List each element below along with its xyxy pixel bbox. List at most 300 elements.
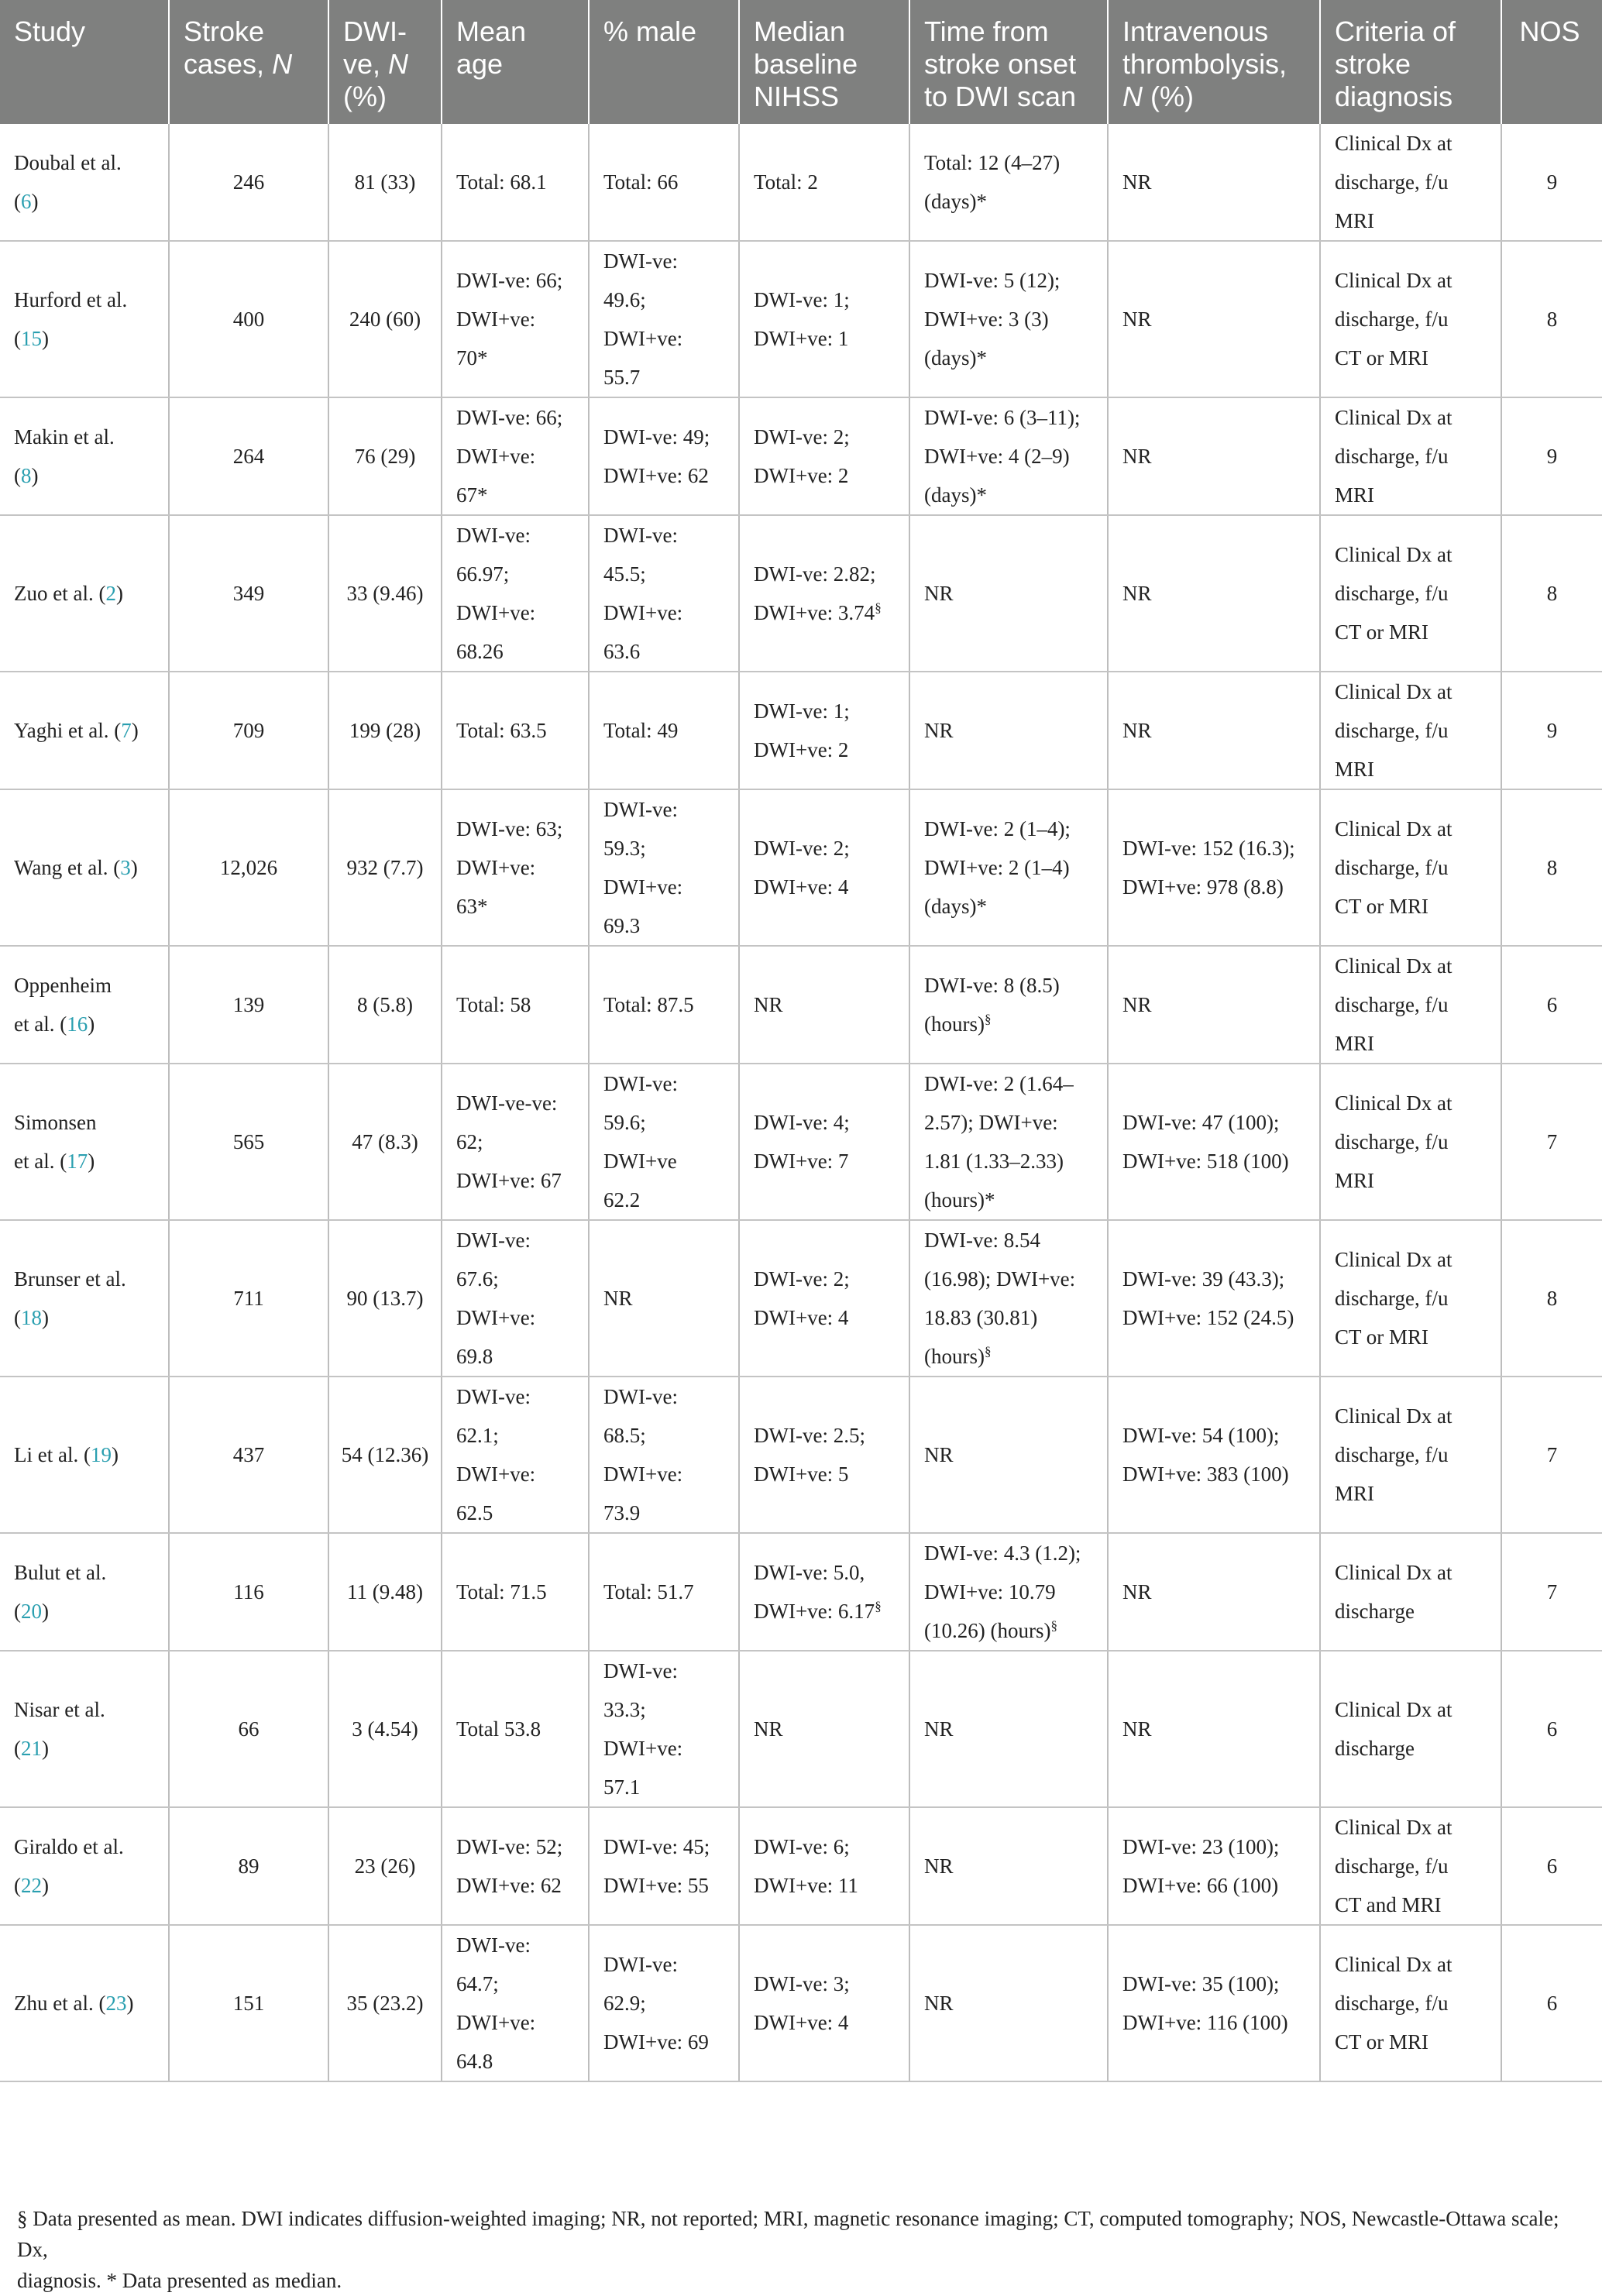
- pct-male-cell: [589, 1807, 739, 1925]
- time-onset-cell: [909, 1220, 1108, 1377]
- mean-age-line: DWI-ve-ve:: [456, 1091, 558, 1115]
- table-row: [0, 515, 1602, 672]
- stroke-cases-value: 139: [232, 993, 265, 1016]
- stroke-cases-cell: [169, 1377, 328, 1533]
- median-nihss-line: DWI-ve: 2.82;: [754, 562, 876, 586]
- reference-link[interactable]: 17: [67, 1150, 88, 1173]
- nos-value: 8: [1546, 1287, 1558, 1310]
- study-name: Giraldo et al.: [14, 1835, 124, 1858]
- stroke-cases-cell: [169, 1533, 328, 1651]
- ivt-cell: [1108, 672, 1320, 789]
- median-nihss-cell: [739, 1925, 909, 2081]
- study-cell: Bulut et al. (20): [0, 1533, 169, 1651]
- study-name: Li et al.: [14, 1443, 79, 1466]
- mean-age-cell: [442, 397, 589, 515]
- criteria-cell: [1320, 1220, 1501, 1377]
- median-nihss-line: DWI-ve: 2.5;: [754, 1424, 865, 1447]
- pct-male-line: DWI-ve:: [603, 1385, 678, 1408]
- table-footnote: [17, 2203, 1590, 2296]
- criteria-line: MRI: [1335, 1169, 1375, 1192]
- time-onset-cell: [909, 672, 1108, 789]
- mean-age-line: 62;: [456, 1130, 483, 1153]
- study-name-cont: et al.: [14, 1012, 55, 1036]
- time-onset-line: DWI-ve: 8 (8.5): [924, 974, 1060, 997]
- pct-male-line: NR: [603, 1287, 633, 1310]
- criteria-line: CT or MRI: [1335, 346, 1429, 369]
- ivt-cell: [1108, 124, 1320, 241]
- stroke-cases-value: 246: [232, 170, 265, 194]
- pct-male-line: DWI-ve:: [603, 524, 678, 547]
- criteria-cell: [1320, 789, 1501, 946]
- pct-male-line: 57.1: [603, 1775, 641, 1799]
- median-nihss-line: DWI+ve: 4: [754, 2011, 849, 2034]
- criteria-line: discharge, f/u: [1335, 1443, 1449, 1466]
- footnote-marker: §: [984, 1012, 992, 1026]
- criteria-line: Clinical Dx at: [1335, 680, 1452, 703]
- criteria-cell: [1320, 397, 1501, 515]
- study-name: Nisar et al.: [14, 1698, 105, 1721]
- mean-age-line: DWI+ve:: [456, 601, 536, 624]
- criteria-line: CT or MRI: [1335, 2030, 1429, 2054]
- footnote-line-1: § Data presented as mean. DWI indicates diffusion-weighted imaging; NR, not reported; MRI, magnetic resonance imaging; CT, computed tomography; NOS, Newcastle-Ottawa scale; Dx,: [17, 2207, 1559, 2261]
- ivt-line: DWI-ve: 54 (100);: [1122, 1424, 1280, 1447]
- table-row: [0, 1220, 1602, 1377]
- time-onset-line: NR: [924, 1717, 954, 1741]
- pct-male-line: 62.9;: [603, 1992, 646, 2015]
- criteria-line: CT or MRI: [1335, 895, 1429, 918]
- dwi-ve-value: 47 (8.3): [352, 1130, 418, 1153]
- dwi-ve-cell: [328, 397, 442, 515]
- ivt-line: NR: [1122, 308, 1152, 331]
- median-nihss-cell: [739, 1807, 909, 1925]
- study-cell: Yaghi et al. (7): [0, 672, 169, 789]
- ivt-line: DWI+ve: 383 (100): [1122, 1462, 1289, 1486]
- reference-link[interactable]: 15: [21, 327, 42, 350]
- stroke-cases-value: 116: [233, 1580, 264, 1603]
- reference-link[interactable]: 3: [120, 856, 131, 879]
- reference-link[interactable]: 6: [21, 190, 32, 213]
- median-nihss-cell: [739, 1377, 909, 1533]
- median-nihss-cell: [739, 124, 909, 241]
- pct-male-line: DWI+ve:: [603, 601, 683, 624]
- ivt-line: NR: [1122, 170, 1152, 194]
- pct-male-line: DWI-ve:: [603, 1953, 678, 1976]
- stroke-cases-cell: [169, 1064, 328, 1220]
- header-dwi-ve: DWI-ve, N (%): [328, 0, 442, 124]
- ivt-line: DWI-ve: 23 (100);: [1122, 1835, 1280, 1858]
- ivt-line: NR: [1122, 582, 1152, 605]
- pct-male-line: DWI-ve:: [603, 1659, 678, 1682]
- pct-male-line: DWI+ve:: [603, 875, 683, 899]
- mean-age-line: DWI+ve: 67: [456, 1169, 562, 1192]
- header-row: [0, 0, 1602, 124]
- nos-value: 7: [1546, 1443, 1558, 1466]
- study-cell: Li et al. (19): [0, 1377, 169, 1533]
- pct-male-cell: [589, 397, 739, 515]
- median-nihss-line: DWI-ve: 2;: [754, 1267, 850, 1291]
- median-nihss-line: DWI-ve: 3;: [754, 1972, 850, 1995]
- reference-link[interactable]: 16: [67, 1012, 88, 1036]
- header-time-onset: Time from stroke onset to DWI scan: [909, 0, 1108, 124]
- pct-male-line: DWI-ve:: [603, 798, 678, 821]
- mean-age-line: 67*: [456, 483, 488, 507]
- reference-link[interactable]: 2: [105, 582, 116, 605]
- mean-age-line: DWI+ve: 62: [456, 1874, 562, 1897]
- header-mean-age: Mean age: [442, 0, 589, 124]
- criteria-cell: [1320, 1377, 1501, 1533]
- median-nihss-line: DWI+ve: 4: [754, 875, 849, 899]
- dwi-ve-cell: [328, 241, 442, 397]
- dwi-ve-value: 11 (9.48): [347, 1580, 423, 1603]
- mean-age-line: 63*: [456, 895, 488, 918]
- mean-age-line: 67.6;: [456, 1267, 499, 1291]
- median-nihss-line: DWI+ve: 6.17: [754, 1600, 875, 1623]
- ivt-cell: [1108, 241, 1320, 397]
- mean-age-line: 62.1;: [456, 1424, 499, 1447]
- nos-cell: [1501, 946, 1602, 1064]
- criteria-line: Clinical Dx at: [1335, 954, 1452, 978]
- time-onset-line: NR: [924, 1854, 954, 1878]
- nos-cell: [1501, 1064, 1602, 1220]
- nos-value: 8: [1546, 856, 1558, 879]
- median-nihss-cell: [739, 1533, 909, 1651]
- mean-age-line: DWI+ve:: [456, 2011, 536, 2034]
- pct-male-line: DWI+ve: 62: [603, 464, 709, 487]
- pct-male-line: DWI+ve: 69: [603, 2030, 709, 2054]
- stroke-cases-value: 66: [238, 1717, 260, 1741]
- criteria-line: MRI: [1335, 758, 1375, 781]
- criteria-line: CT or MRI: [1335, 620, 1429, 644]
- stroke-cases-cell: [169, 515, 328, 672]
- study-name: Wang et al.: [14, 856, 108, 879]
- mean-age-line: DWI-ve:: [456, 1229, 531, 1252]
- ivt-cell: [1108, 1925, 1320, 2081]
- study-name: Brunser et al.: [14, 1267, 126, 1291]
- pct-male-line: 33.3;: [603, 1698, 646, 1721]
- footnote-marker: §: [1050, 1618, 1057, 1633]
- pct-male-cell: [589, 1377, 739, 1533]
- stroke-cases-cell: [169, 124, 328, 241]
- nos-cell: [1501, 1651, 1602, 1807]
- dwi-ve-value: 23 (26): [354, 1854, 416, 1878]
- mean-age-line: DWI+ve:: [456, 1462, 536, 1486]
- time-onset-line: 1.81 (1.33–2.33): [924, 1150, 1064, 1173]
- footnote-marker: §: [875, 600, 882, 615]
- ivt-line: NR: [1122, 993, 1152, 1016]
- mean-age-line: DWI-ve:: [456, 1385, 531, 1408]
- dwi-ve-cell: [328, 672, 442, 789]
- median-nihss-line: DWI-ve: 1;: [754, 288, 850, 311]
- study-cell: Nisar et al. (21): [0, 1651, 169, 1807]
- time-onset-line: DWI+ve: 4 (2–9): [924, 445, 1070, 468]
- median-nihss-line: DWI+ve: 7: [754, 1150, 849, 1173]
- dwi-ve-cell: [328, 1651, 442, 1807]
- table-row: [0, 1651, 1602, 1807]
- stroke-cases-cell: [169, 1925, 328, 2081]
- pct-male-cell: [589, 241, 739, 397]
- time-onset-cell: [909, 515, 1108, 672]
- criteria-line: Clinical Dx at: [1335, 269, 1452, 292]
- pct-male-cell: [589, 1064, 739, 1220]
- criteria-line: discharge, f/u: [1335, 993, 1449, 1016]
- criteria-line: discharge, f/u: [1335, 308, 1449, 331]
- pct-male-cell: [589, 946, 739, 1064]
- mean-age-cell: [442, 1377, 589, 1533]
- table-body: [0, 124, 1602, 2081]
- ivt-cell: [1108, 1064, 1320, 1220]
- criteria-line: discharge, f/u: [1335, 170, 1449, 194]
- dwi-ve-value: 76 (29): [354, 445, 416, 468]
- median-nihss-line: DWI-ve: 4;: [754, 1111, 850, 1134]
- nos-cell: [1501, 515, 1602, 672]
- median-nihss-cell: [739, 1064, 909, 1220]
- time-onset-line: (hours)*: [924, 1188, 995, 1212]
- nos-value: 8: [1546, 582, 1558, 605]
- nos-cell: [1501, 672, 1602, 789]
- stroke-cases-value: 349: [232, 582, 265, 605]
- stroke-cases-value: 12,026: [219, 856, 278, 879]
- study-name: Oppenheim: [14, 974, 112, 997]
- pct-male-cell: [589, 1925, 739, 2081]
- criteria-cell: [1320, 124, 1501, 241]
- dwi-ve-cell: [328, 789, 442, 946]
- nos-value: 6: [1546, 1854, 1558, 1878]
- median-nihss-cell: [739, 789, 909, 946]
- dwi-ve-value: 240 (60): [349, 308, 421, 331]
- mean-age-line: DWI-ve: 52;: [456, 1835, 563, 1858]
- dwi-ve-cell: [328, 946, 442, 1064]
- study-cell: Oppenheim et al. (16): [0, 946, 169, 1064]
- reference-link[interactable]: 23: [105, 1992, 127, 2015]
- ivt-line: DWI-ve: 35 (100);: [1122, 1972, 1280, 1995]
- mean-age-line: DWI-ve: 63;: [456, 817, 563, 840]
- nos-cell: [1501, 124, 1602, 241]
- dwi-ve-cell: [328, 1807, 442, 1925]
- reference-link[interactable]: 8: [21, 464, 32, 487]
- criteria-line: MRI: [1335, 483, 1375, 507]
- criteria-line: discharge, f/u: [1335, 1287, 1449, 1310]
- criteria-line: Clinical Dx at: [1335, 1091, 1452, 1115]
- dwi-ve-value: 3 (4.54): [352, 1717, 418, 1741]
- nos-value: 9: [1546, 719, 1558, 742]
- stroke-cases-cell: [169, 946, 328, 1064]
- mean-age-cell: [442, 1064, 589, 1220]
- pct-male-line: DWI+ve: 55: [603, 1874, 709, 1897]
- time-onset-line: DWI-ve: 4.3 (1.2);: [924, 1542, 1081, 1565]
- median-nihss-cell: [739, 672, 909, 789]
- dwi-ve-value: 8 (5.8): [357, 993, 413, 1016]
- stroke-cases-value: 565: [232, 1130, 265, 1153]
- mean-age-line: 64.7;: [456, 1972, 499, 1995]
- time-onset-line: DWI-ve: 5 (12);: [924, 269, 1061, 292]
- stroke-cases-value: 151: [232, 1992, 265, 2015]
- ivt-cell: [1108, 1533, 1320, 1651]
- criteria-line: discharge, f/u: [1335, 445, 1449, 468]
- time-onset-line: DWI-ve: 2 (1–4);: [924, 817, 1071, 840]
- pct-male-line: DWI+ve:: [603, 1462, 683, 1486]
- study-cell: Simonsen et al. (17): [0, 1064, 169, 1220]
- nos-cell: [1501, 397, 1602, 515]
- ivt-cell: [1108, 397, 1320, 515]
- ivt-cell: [1108, 789, 1320, 946]
- reference-link[interactable]: 19: [90, 1443, 112, 1466]
- criteria-line: Clinical Dx at: [1335, 1816, 1452, 1839]
- median-nihss-line: DWI+ve: 11: [754, 1874, 858, 1897]
- criteria-line: MRI: [1335, 1482, 1375, 1505]
- mean-age-cell: [442, 672, 589, 789]
- nos-value: 6: [1546, 1992, 1558, 2015]
- pct-male-line: 59.6;: [603, 1111, 646, 1134]
- pct-male-line: 45.5;: [603, 562, 646, 586]
- stroke-cases-cell: [169, 1807, 328, 1925]
- median-nihss-line: NR: [754, 993, 783, 1016]
- median-nihss-line: DWI+ve: 4: [754, 1306, 849, 1329]
- time-onset-cell: [909, 1807, 1108, 1925]
- mean-age-cell: [442, 515, 589, 672]
- header-nos: NOS: [1519, 15, 1580, 47]
- header-ivt: Intravenous thrombolysis, N (%): [1108, 0, 1320, 124]
- criteria-line: Clinical Dx at: [1335, 1404, 1452, 1428]
- time-onset-line: (days)*: [924, 346, 987, 369]
- criteria-line: Clinical Dx at: [1335, 1561, 1452, 1584]
- header-criteria: Criteria of stroke diagnosis: [1320, 0, 1501, 124]
- ivt-line: DWI-ve: 47 (100);: [1122, 1111, 1280, 1134]
- mean-age-line: DWI+ve:: [456, 308, 536, 331]
- reference-link[interactable]: 18: [21, 1306, 42, 1329]
- stroke-cases-value: 709: [232, 719, 265, 742]
- pct-male-line: 55.7: [603, 366, 641, 389]
- reference-link[interactable]: 7: [121, 719, 132, 742]
- criteria-cell: [1320, 1064, 1501, 1220]
- ivt-line: NR: [1122, 445, 1152, 468]
- median-nihss-line: DWI-ve: 2;: [754, 837, 850, 860]
- pct-male-cell: [589, 789, 739, 946]
- stroke-cases-value: 400: [232, 308, 265, 331]
- study-name: Yaghi et al.: [14, 719, 109, 742]
- criteria-cell: [1320, 1925, 1501, 2081]
- stroke-cases-cell: [169, 789, 328, 946]
- ivt-line: DWI-ve: 152 (16.3);: [1122, 837, 1295, 860]
- ivt-line: DWI+ve: 978 (8.8): [1122, 875, 1284, 899]
- criteria-cell: [1320, 241, 1501, 397]
- mean-age-line: DWI+ve:: [456, 1306, 536, 1329]
- reference-link[interactable]: 20: [21, 1600, 42, 1623]
- median-nihss-cell: [739, 1651, 909, 1807]
- study-name: Doubal et al.: [14, 151, 122, 174]
- ivt-line: NR: [1122, 719, 1152, 742]
- study-cell: Zhu et al. (23): [0, 1925, 169, 2081]
- dwi-ve-cell: [328, 1925, 442, 2081]
- table-row: [0, 1925, 1602, 2081]
- median-nihss-cell: [739, 397, 909, 515]
- time-onset-line: (hours): [924, 1012, 985, 1036]
- time-onset-line: DWI-ve: 8.54: [924, 1229, 1040, 1252]
- header-study: Study: [0, 0, 169, 124]
- header-stroke-cases: Stroke cases, N: [169, 0, 328, 124]
- median-nihss-line: DWI+ve: 2: [754, 464, 849, 487]
- table-header: [0, 0, 1602, 124]
- criteria-line: discharge, f/u: [1335, 1130, 1449, 1153]
- time-onset-line: (16.98); DWI+ve:: [924, 1267, 1076, 1291]
- stroke-cases-cell: [169, 672, 328, 789]
- pct-male-cell: [589, 124, 739, 241]
- table-row: [0, 241, 1602, 397]
- dwi-ve-cell: [328, 1220, 442, 1377]
- criteria-line: CT and MRI: [1335, 1893, 1442, 1916]
- mean-age-cell: [442, 1533, 589, 1651]
- dwi-ve-cell: [328, 1064, 442, 1220]
- study-name: Hurford et al.: [14, 288, 128, 311]
- table-row: [0, 1377, 1602, 1533]
- reference-link[interactable]: 21: [21, 1737, 42, 1760]
- ivt-cell: [1108, 515, 1320, 672]
- study-cell: Giraldo et al. (22): [0, 1807, 169, 1925]
- stroke-cases-value: 711: [233, 1287, 264, 1310]
- table-row: [0, 946, 1602, 1064]
- mean-age-cell: [442, 1651, 589, 1807]
- study-name: Simonsen: [14, 1111, 97, 1134]
- dwi-ve-value: 81 (33): [354, 170, 416, 194]
- reference-link[interactable]: 22: [21, 1874, 42, 1897]
- time-onset-line: (days)*: [924, 483, 987, 507]
- pct-male-cell: [589, 1220, 739, 1377]
- footnote-marker: §: [875, 1599, 882, 1614]
- mean-age-line: Total: 58: [456, 993, 531, 1016]
- nos-cell: [1501, 1220, 1602, 1377]
- median-nihss-cell: [739, 946, 909, 1064]
- mean-age-line: Total 53.8: [456, 1717, 541, 1741]
- stroke-cases-value: 437: [232, 1443, 265, 1466]
- median-nihss-line: Total: 2: [754, 170, 818, 194]
- stroke-cases-value: 89: [238, 1854, 260, 1878]
- criteria-line: discharge, f/u: [1335, 582, 1449, 605]
- study-cell: Wang et al. (3): [0, 789, 169, 946]
- ivt-cell: [1108, 1651, 1320, 1807]
- time-onset-cell: [909, 1925, 1108, 2081]
- pct-male-line: Total: 49: [603, 719, 679, 742]
- time-onset-cell: [909, 124, 1108, 241]
- study-name: Zuo et al.: [14, 582, 94, 605]
- nos-cell: [1501, 1807, 1602, 1925]
- time-onset-line: (days)*: [924, 895, 987, 918]
- dwi-ve-value: 35 (23.2): [346, 1992, 424, 2015]
- pct-male-line: Total: 51.7: [603, 1580, 694, 1603]
- criteria-cell: [1320, 1533, 1501, 1651]
- criteria-line: Clinical Dx at: [1335, 817, 1452, 840]
- nos-cell: [1501, 1925, 1602, 2081]
- time-onset-line: NR: [924, 1992, 954, 2015]
- dwi-ve-value: 932 (7.7): [346, 856, 424, 879]
- study-cell: Zuo et al. (2): [0, 515, 169, 672]
- ivt-line: DWI+ve: 66 (100): [1122, 1874, 1279, 1897]
- ivt-line: NR: [1122, 1580, 1152, 1603]
- table-row: [0, 124, 1602, 241]
- time-onset-cell: [909, 1651, 1108, 1807]
- dwi-ve-cell: [328, 515, 442, 672]
- ivt-cell: [1108, 1807, 1320, 1925]
- ivt-line: DWI+ve: 152 (24.5): [1122, 1306, 1294, 1329]
- criteria-cell: [1320, 946, 1501, 1064]
- time-onset-line: NR: [924, 719, 954, 742]
- mean-age-line: DWI-ve:: [456, 524, 531, 547]
- time-onset-line: 18.83 (30.81): [924, 1306, 1038, 1329]
- time-onset-line: NR: [924, 1443, 954, 1466]
- mean-age-cell: [442, 946, 589, 1064]
- study-cell: Doubal et al. (6): [0, 124, 169, 241]
- stroke-cases-cell: [169, 397, 328, 515]
- pct-male-line: Total: 87.5: [603, 993, 694, 1016]
- median-nihss-cell: [739, 1220, 909, 1377]
